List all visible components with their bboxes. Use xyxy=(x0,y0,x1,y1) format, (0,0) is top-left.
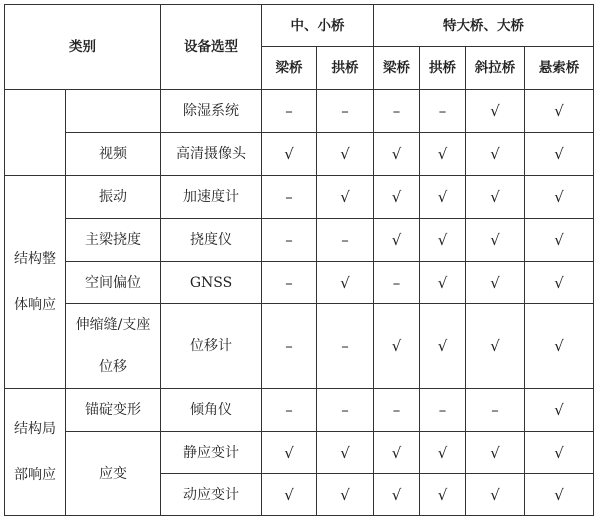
equipment-cell: 动应变计 xyxy=(161,474,262,516)
equipment-cell: 挠度仪 xyxy=(161,219,262,262)
mark-cell: – xyxy=(262,90,317,133)
header-group-large: 特大桥、大桥 xyxy=(374,5,594,47)
group-global-response: 结构整 体响应 xyxy=(5,176,66,389)
subcategory-video: 视频 xyxy=(66,133,161,176)
mark-cell: √ xyxy=(525,262,594,304)
equipment-cell: 高清摄像头 xyxy=(161,133,262,176)
header-equipment: 设备选型 xyxy=(161,5,262,90)
subcategory-anchorage-deformation: 锚碇变形 xyxy=(66,389,161,432)
header-category: 类别 xyxy=(5,5,161,90)
mark-cell: – xyxy=(262,389,317,432)
mark-cell: – xyxy=(262,219,317,262)
mark-cell: √ xyxy=(525,176,594,219)
mark-cell: √ xyxy=(466,176,525,219)
equipment-cell: 静应变计 xyxy=(161,432,262,474)
mark-cell: √ xyxy=(374,432,420,474)
mark-cell: √ xyxy=(317,262,374,304)
mark-cell: √ xyxy=(317,133,374,176)
mark-cell: – xyxy=(317,304,374,389)
mark-cell: √ xyxy=(525,304,594,389)
mark-cell: √ xyxy=(466,133,525,176)
mark-cell: √ xyxy=(525,90,594,133)
mark-cell: – xyxy=(374,389,420,432)
mark-cell: √ xyxy=(420,133,466,176)
mark-cell: √ xyxy=(525,474,594,516)
mark-cell: – xyxy=(317,219,374,262)
header-group-small-medium: 中、小桥 xyxy=(262,5,374,47)
subcategory-cell-empty xyxy=(66,90,161,133)
mark-cell: √ xyxy=(374,176,420,219)
mark-cell: √ xyxy=(466,262,525,304)
subcategory-strain: 应变 xyxy=(66,432,161,516)
mark-cell: √ xyxy=(466,219,525,262)
mark-cell: – xyxy=(466,389,525,432)
subcategory-vibration: 振动 xyxy=(66,176,161,219)
header-large-arch-bridge: 拱桥 xyxy=(420,47,466,90)
mark-cell: – xyxy=(374,262,420,304)
mark-cell: – xyxy=(262,176,317,219)
header-small-beam-bridge: 梁桥 xyxy=(262,47,317,90)
mark-cell: √ xyxy=(525,432,594,474)
mark-cell: – xyxy=(420,389,466,432)
subcategory-girder-deflection: 主梁挠度 xyxy=(66,219,161,262)
mark-cell: – xyxy=(317,389,374,432)
mark-cell: √ xyxy=(525,219,594,262)
mark-cell: – xyxy=(262,304,317,389)
equipment-cell: 位移计 xyxy=(161,304,262,389)
mark-cell: √ xyxy=(317,474,374,516)
mark-cell: √ xyxy=(420,474,466,516)
equipment-cell: GNSS xyxy=(161,262,262,304)
mark-cell: √ xyxy=(420,262,466,304)
subcategory-expansion-joint-displacement: 伸缩缝/支座 位移 xyxy=(66,304,161,389)
mark-cell: √ xyxy=(420,176,466,219)
group-local-response: 结构局 部响应 xyxy=(5,389,66,516)
mark-cell: √ xyxy=(374,474,420,516)
mark-cell: √ xyxy=(466,304,525,389)
mark-cell: – xyxy=(262,262,317,304)
mark-cell: – xyxy=(317,90,374,133)
mark-cell: √ xyxy=(420,304,466,389)
mark-cell: √ xyxy=(262,432,317,474)
header-cable-stayed-bridge: 斜拉桥 xyxy=(466,47,525,90)
mark-cell: √ xyxy=(525,389,594,432)
header-small-arch-bridge: 拱桥 xyxy=(317,47,374,90)
mark-cell: √ xyxy=(374,133,420,176)
mark-cell: – xyxy=(374,90,420,133)
mark-cell: √ xyxy=(374,219,420,262)
header-suspension-bridge: 悬索桥 xyxy=(525,47,594,90)
mark-cell: √ xyxy=(317,176,374,219)
mark-cell: √ xyxy=(466,432,525,474)
mark-cell: √ xyxy=(262,133,317,176)
group-cell-empty xyxy=(5,90,66,176)
mark-cell: – xyxy=(420,90,466,133)
mark-cell: √ xyxy=(525,133,594,176)
mark-cell: √ xyxy=(262,474,317,516)
subcategory-spatial-offset: 空间偏位 xyxy=(66,262,161,304)
equipment-cell: 除湿系统 xyxy=(161,90,262,133)
mark-cell: √ xyxy=(374,304,420,389)
equipment-cell: 加速度计 xyxy=(161,176,262,219)
bridge-monitoring-equipment-table xyxy=(4,4,594,516)
header-large-beam-bridge: 梁桥 xyxy=(374,47,420,90)
mark-cell: √ xyxy=(317,432,374,474)
mark-cell: √ xyxy=(420,432,466,474)
mark-cell: √ xyxy=(420,219,466,262)
mark-cell: √ xyxy=(466,474,525,516)
mark-cell: √ xyxy=(466,90,525,133)
equipment-cell: 倾角仪 xyxy=(161,389,262,432)
